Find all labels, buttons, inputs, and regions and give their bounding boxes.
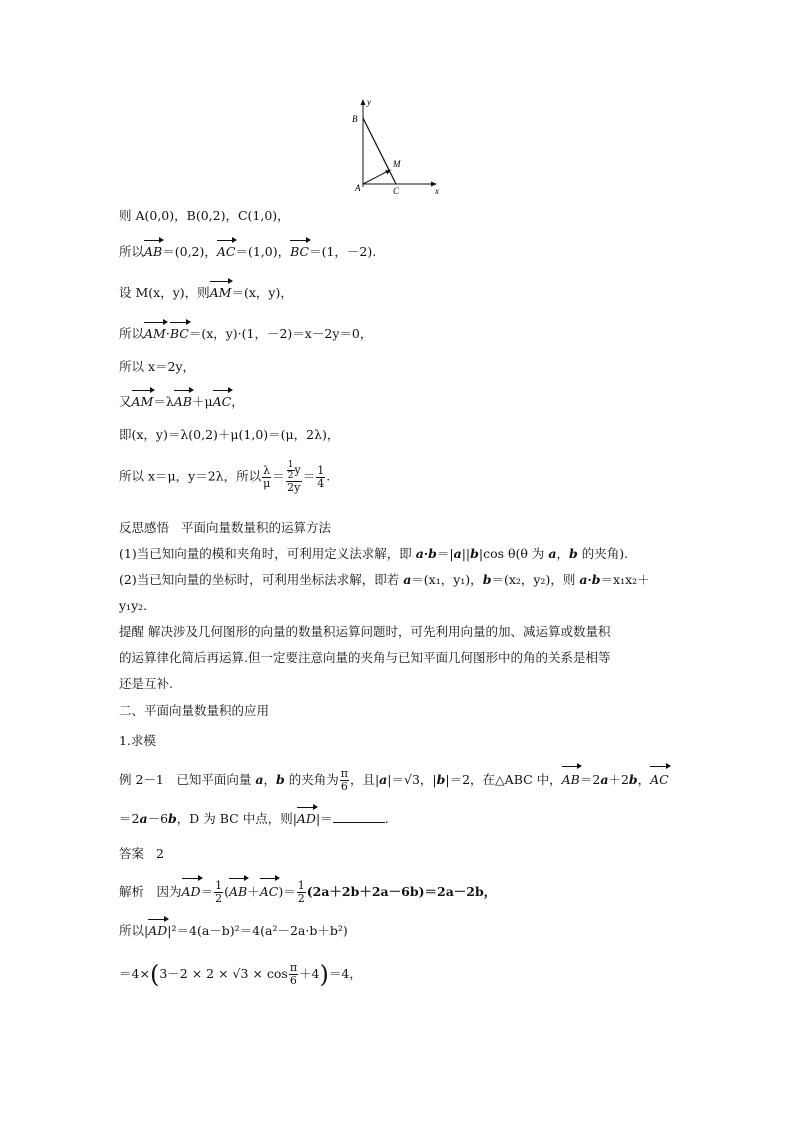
y-axis-arrow: [361, 99, 366, 105]
subsection-heading: 1.求模: [119, 733, 156, 748]
segment-AM: [363, 170, 390, 184]
segment-BC: [363, 118, 396, 184]
fraction-lambda-mu: $\frac{\lambda}{\mu}$: [263, 463, 271, 490]
label-M: M: [393, 159, 401, 169]
line-points: 则 A(0,0)，B(0,2)，C(1,0)，: [119, 208, 290, 223]
line-set-M: 设 M(x，y)，则AM＝(x，y)，: [119, 285, 293, 300]
label-y: y: [367, 97, 371, 107]
line-x-eq-2y: 所以 x＝2y，: [119, 359, 196, 374]
reflection-heading: 反思感悟 平面向量数量积的运算方法: [119, 520, 331, 535]
solution-line-1: 解析 因为AD＝ $\frac{1}{2}$ (AB＋AC)＝ $\frac{1}{2}$ (2a＋2b＋2a－6b)＝2a－2b，: [119, 879, 497, 905]
section-heading: 二、平面向量数量积的应用: [119, 703, 270, 718]
method-definition: (1)当已知向量的模和夹角时，可利用定义法求解，即 a·b＝|a||b|cos θ(θ 为 a，b 的夹角).: [119, 546, 629, 561]
solution-line-3: ＝4×(3－2 × 2 × √3 × cos $\frac{\pi}{6}$ ＋4)＝4，: [119, 960, 362, 989]
line-am-combination: 又AM＝λAB＋μAC，: [119, 394, 244, 409]
method-coordinate-cont: y₁y₂.: [119, 598, 148, 613]
reminder-line-1: 提醒 解决涉及几何图形的向量的数量积运算问题时，可先利用向量的加、减运算或数量积: [119, 624, 611, 639]
label-x: x: [435, 186, 439, 196]
fraction-half-y: $\frac{1}{2}$ y 2y: [287, 460, 301, 494]
label-A: A: [355, 183, 361, 193]
answer-blank: [333, 812, 385, 823]
line-dot-product: 所以AM·BC＝(x，y)·(1，－2)＝x－2y＝0，: [119, 326, 373, 341]
example-line-1: 例 2－1 已知平面向量 a，b 的夹角为 $\frac{\pi}{6}$ ，且|a|＝√3，|b|＝2，在△ABC 中，AB＝2a＋2b，AC: [119, 767, 669, 793]
method-coordinate: (2)当已知向量的坐标时，可利用坐标法求解，即若 a＝(x₁，y₁)，b＝(x₂，y₂)，则 a·b＝x₁x₂＋: [119, 572, 650, 587]
line-vectors: 所以AB＝(0,2)，AC＝(1,0)，BC＝(1，－2).: [119, 244, 377, 259]
solution-line-2: 所以|AD|²＝4(a－b)²＝4(a²－2a·b＋b²): [119, 923, 348, 938]
label-B: B: [352, 114, 358, 124]
fraction-quarter: $\frac{1}{4}$: [317, 463, 325, 490]
line-ratio: 所以 x＝μ，y＝2λ，所以 $\frac{\lambda}{\mu}$ ＝ $\frac{1}{2}$ y 2y ＝ $\frac{1}{4}$ .: [119, 460, 331, 494]
answer-line: 答案 2: [119, 846, 164, 861]
reminder-line-2: 的运算律化简后再运算.但一定要注意向量的夹角与已知平面几何图形中的角的关系是相等: [119, 650, 611, 665]
coordinate-figure: [350, 95, 450, 200]
label-C: C: [393, 186, 400, 196]
reminder-line-3: 还是互补.: [119, 676, 173, 691]
line-coordinates: 即(x，y)＝λ(0,2)＋μ(1,0)＝(μ，2λ)，: [119, 427, 340, 442]
example-line-2: ＝2a－6b，D 为 BC 中点，则|AD|＝ .: [119, 811, 389, 826]
